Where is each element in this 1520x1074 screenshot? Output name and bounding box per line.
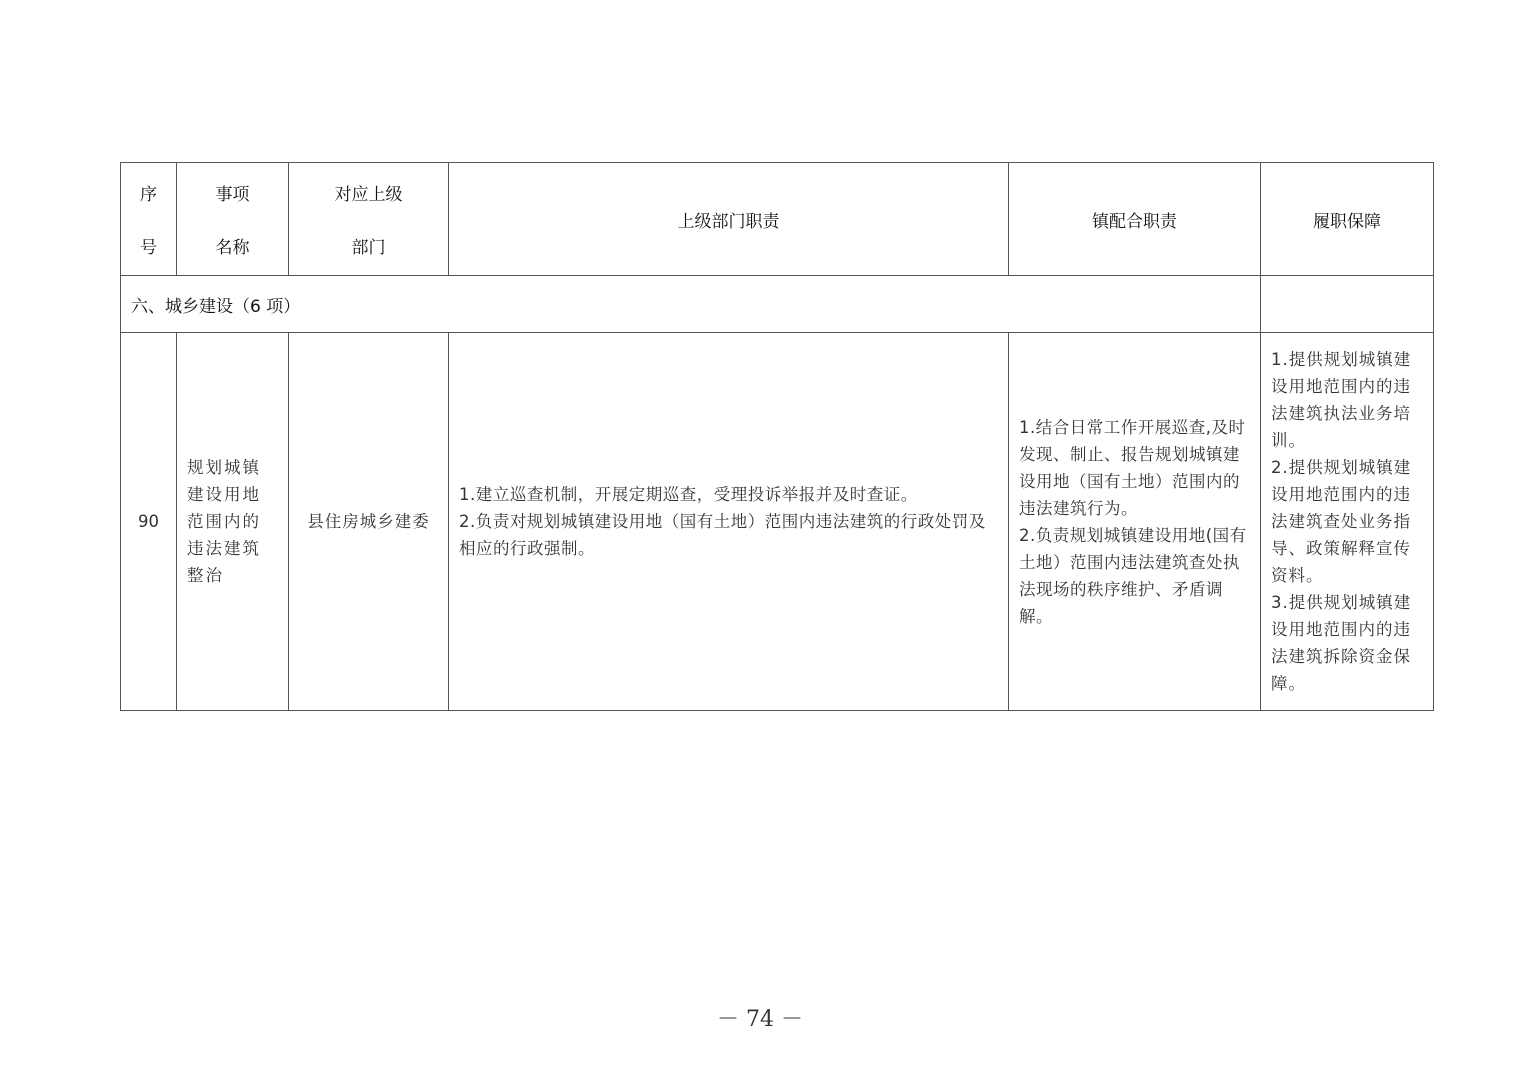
header-dept-bottom: 部门	[351, 238, 386, 258]
header-seq	[121, 163, 177, 276]
superior-duty-item: 1.建立巡查机制，开展定期巡查，受理投诉举报并及时查证。	[459, 485, 918, 504]
town-duty-item: 2.负责规划城镇建设用地(国有土地）范围内违法建筑查处执法现场的秩序维护、矛盾调解。	[1019, 525, 1247, 626]
header-superior-dept	[289, 163, 449, 276]
superior-duty-item: 2.负责对规划城镇建设用地（国有土地）范围内违法建筑的行政处罚及相应的行政强制。	[459, 512, 986, 558]
page-number: － 74 －	[717, 1007, 803, 1032]
table-header-row	[121, 163, 1434, 276]
header-dept-top: 对应上级	[334, 185, 403, 205]
row-item-name: 规划城镇建设用地范围内的违法建筑整治	[177, 333, 289, 711]
guarantee-item: 2.提供规划城镇建设用地范围内的违法建筑查处业务指导、政策解释宣传资料。	[1271, 458, 1412, 585]
header-superior-duty: 上级部门职责	[449, 163, 1009, 276]
header-item-bottom: 名称	[215, 238, 250, 258]
header-seq-top: 序	[140, 185, 157, 205]
header-item-top: 事项	[215, 185, 250, 205]
row-superior-duties	[449, 333, 1009, 711]
row-superior-dept: 县住房城乡建委	[289, 333, 449, 711]
header-seq-bottom: 号	[140, 238, 157, 258]
row-guarantees	[1261, 333, 1434, 711]
header-guarantee: 履职保障	[1261, 163, 1434, 276]
table-row	[121, 333, 1434, 711]
town-duty-item: 1.结合日常工作开展巡查,及时发现、制止、报告规划城镇建设用地（国有土地）范围内的违法建筑行为。	[1019, 417, 1246, 518]
section-title: 六、城乡建设（6 项）	[121, 276, 1261, 333]
guarantee-item: 3.提供规划城镇建设用地范围内的违法建筑拆除资金保障。	[1271, 593, 1412, 693]
section-row	[121, 276, 1434, 333]
guarantee-item: 1.提供规划城镇建设用地范围内的违法建筑执法业务培训。	[1271, 350, 1412, 450]
row-town-duties	[1009, 333, 1261, 711]
row-seq: 90	[121, 333, 177, 711]
duty-table	[120, 162, 1434, 711]
section-empty-cell	[1261, 276, 1434, 333]
header-town-duty: 镇配合职责	[1009, 163, 1261, 276]
header-item-name	[177, 163, 289, 276]
